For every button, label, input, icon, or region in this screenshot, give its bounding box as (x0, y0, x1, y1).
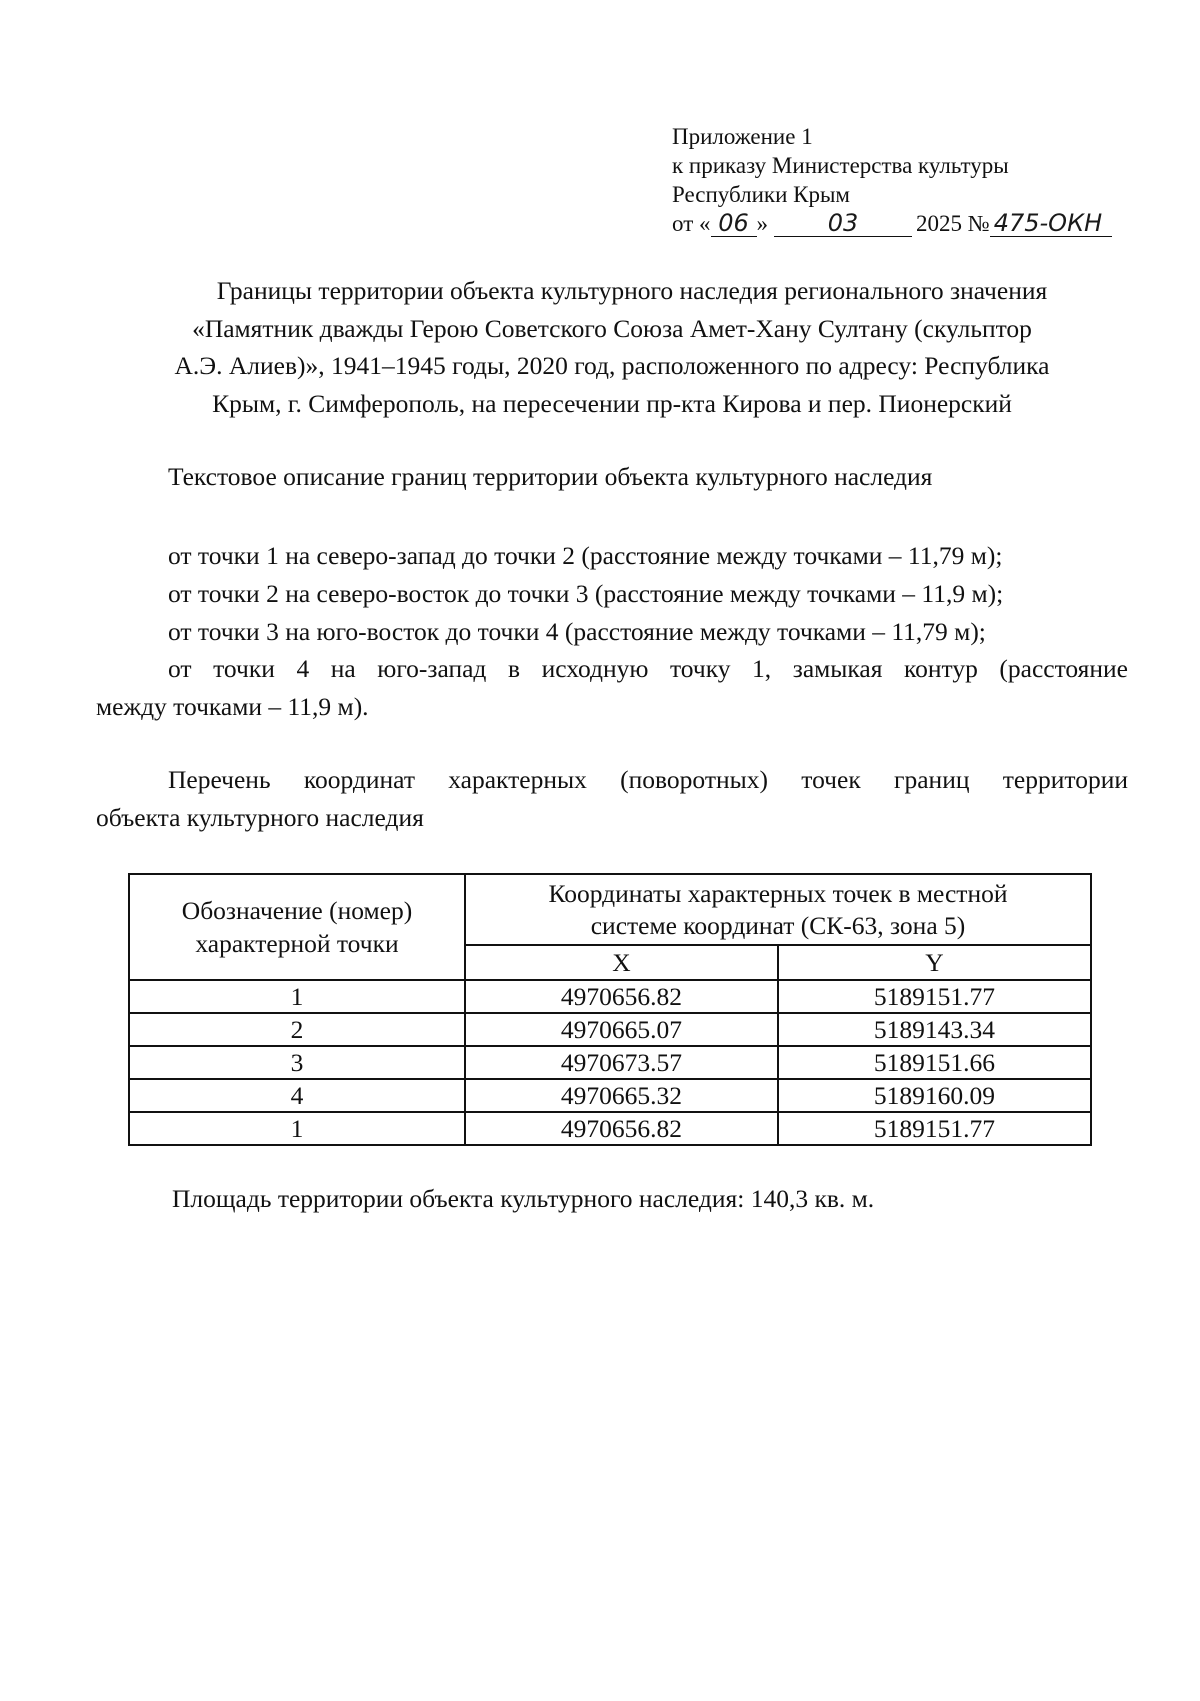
description-paragraph-3: от точки 3 на юго-восток до точки 4 (расстояние между точками – 11,79 м); (168, 616, 986, 646)
cell-x: 4970673.57 (465, 1046, 778, 1079)
annex-reference (672, 122, 1112, 238)
coordinates-list-title (96, 761, 1128, 837)
header-y: Y (778, 945, 1091, 980)
cell-point: 4 (129, 1079, 465, 1112)
order-day (711, 211, 757, 237)
annex-line-2: к приказу Министерства культуры (672, 153, 1009, 178)
title-line-3: А.Э. Алиев)», 1941–1945 годы, 2020 год, расположенного по адресу: Республика (174, 351, 1050, 380)
order-number-value: 475-ОКН (993, 209, 1103, 237)
header-point-designation (129, 874, 465, 980)
cell-x: 4970665.07 (465, 1013, 778, 1046)
header-coords-line-1: Координаты характерных точек в местной (548, 878, 1008, 908)
table-row (129, 980, 1091, 1013)
cell-y: 5189160.09 (778, 1079, 1091, 1112)
section-subtitle: Текстовое описание границ территории объекта культурного наследия (168, 462, 933, 491)
order-day-value: 06 (718, 209, 749, 237)
table-row (129, 1013, 1091, 1046)
cell-point: 2 (129, 1013, 465, 1046)
cell-point: 1 (129, 1112, 465, 1145)
description-paragraph-4-continued: между точками – 11,9 м). (96, 692, 369, 722)
boundary-description (96, 537, 1128, 726)
cell-y: 5189143.34 (778, 1013, 1091, 1046)
annex-line-3: Республики Крым (672, 182, 850, 207)
table-header-row (129, 874, 1091, 945)
annex-line-1: Приложение 1 (672, 124, 813, 149)
header-point-line-2: характерной точки (195, 929, 399, 958)
cell-y: 5189151.77 (778, 1112, 1091, 1145)
cell-point: 1 (129, 980, 465, 1013)
title-line-4: Крым, г. Симферополь, на пересечении пр-кта Кирова и пер. Пионерский (212, 388, 1012, 418)
cell-x: 4970656.82 (465, 1112, 778, 1145)
order-month (774, 211, 912, 237)
list-title-line-2: объекта культурного наследия (96, 802, 424, 832)
title-line-2: «Памятник дважды Герою Советского Союза Амет-Хану Султану (скульптор (192, 313, 1032, 343)
cell-x: 4970656.82 (465, 980, 778, 1013)
annex-date-line (672, 209, 1112, 238)
document-title (96, 272, 1128, 422)
table-row (129, 1079, 1091, 1112)
header-point-line-1: Обозначение (номер) (181, 896, 413, 925)
date-prefix: от « (672, 211, 711, 236)
territory-area: Площадь территории объекта культурного наследия: 140,3 кв. м. (172, 1184, 875, 1213)
table-row (129, 1112, 1091, 1145)
cell-point: 3 (129, 1046, 465, 1079)
order-number (990, 211, 1112, 237)
header-coordinates (465, 874, 1091, 945)
description-paragraph-2: от точки 2 на северо-восток до точки 3 (расстояние между точками – 11,9 м); (168, 578, 1004, 608)
header-x: X (465, 945, 778, 980)
cell-x: 4970665.32 (465, 1079, 778, 1112)
list-title-line-1: Перечень координат характерных (поворотных) точек границ территории (168, 765, 1128, 794)
header-coords-line-2: системе координат (СК-63, зона 5) (590, 910, 966, 940)
cell-y: 5189151.77 (778, 980, 1091, 1013)
table-row (129, 1046, 1091, 1079)
title-line-1: Границы территории объекта культурного наследия регионального значения (216, 276, 1048, 305)
cell-y: 5189151.66 (778, 1046, 1091, 1079)
description-paragraph-4: от точки 4 на юго-запад в исходную точку 1, замыкая контур (расстояние (168, 654, 1128, 684)
date-close-quote: » (756, 211, 768, 236)
order-year: 2025 № (916, 211, 990, 236)
coordinates-table (128, 873, 1092, 1146)
order-month-value: 03 (827, 209, 859, 237)
description-paragraph-1: от точки 1 на северо-запад до точки 2 (расстояние между точками – 11,79 м); (168, 541, 1003, 570)
